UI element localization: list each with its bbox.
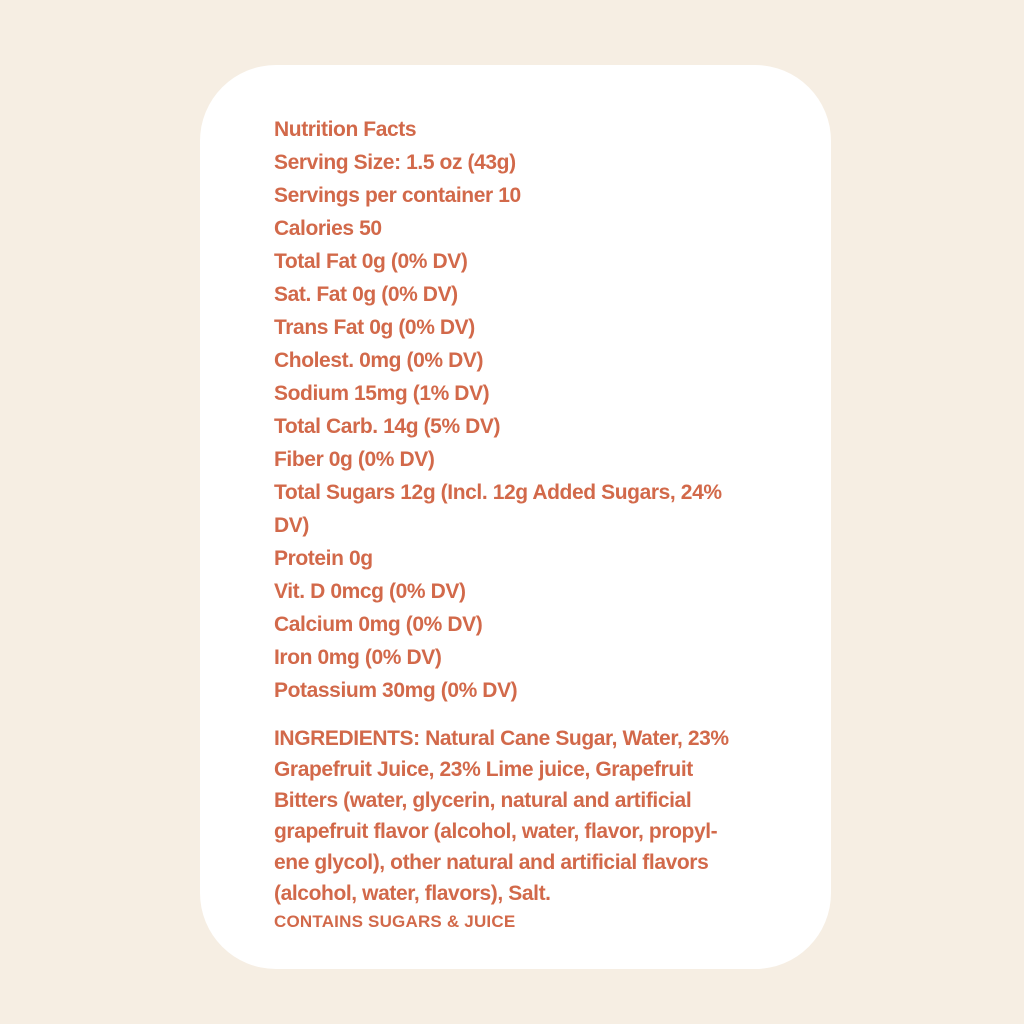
ingredients-line: INGREDIENTS: Natural Cane Sugar, Water, 23% bbox=[274, 727, 729, 750]
fiber: Fiber 0g (0% DV) bbox=[274, 448, 435, 471]
vitamin-d: Vit. D 0mcg (0% DV) bbox=[274, 580, 466, 603]
servings-per-container: Servings per container 10 bbox=[274, 184, 521, 207]
total-sugars-line-2: DV) bbox=[274, 514, 309, 537]
potassium: Potassium 30mg (0% DV) bbox=[274, 679, 518, 702]
sodium: Sodium 15mg (1% DV) bbox=[274, 382, 490, 405]
ingredients-block bbox=[274, 723, 774, 935]
ingredients-line: (alcohol, water, flavors), Salt. bbox=[274, 882, 551, 905]
nutrition-card bbox=[200, 65, 831, 969]
sat-fat: Sat. Fat 0g (0% DV) bbox=[274, 283, 458, 306]
total-fat: Total Fat 0g (0% DV) bbox=[274, 250, 468, 273]
total-carb: Total Carb. 14g (5% DV) bbox=[274, 415, 501, 438]
calories: Calories 50 bbox=[274, 217, 382, 240]
nutrition-content bbox=[274, 113, 774, 935]
iron: Iron 0mg (0% DV) bbox=[274, 646, 442, 669]
ingredients-line: Bitters (water, glycerin, natural and artificial bbox=[274, 789, 692, 812]
ingredients-line: grapefruit flavor (alcohol, water, flavor, propyl- bbox=[274, 820, 718, 843]
calcium: Calcium 0mg (0% DV) bbox=[274, 613, 483, 636]
ingredients-line: Grapefruit Juice, 23% Lime juice, Grapefruit bbox=[274, 758, 693, 781]
total-sugars-line-1: Total Sugars 12g (Incl. 12g Added Sugars, 24% bbox=[274, 481, 722, 504]
serving-size: Serving Size: 1.5 oz (43g) bbox=[274, 151, 516, 174]
ingredients-line: ene glycol), other natural and artificial flavors bbox=[274, 851, 709, 874]
trans-fat: Trans Fat 0g (0% DV) bbox=[274, 316, 475, 339]
nutrition-title: Nutrition Facts bbox=[274, 118, 417, 141]
contains-statement: CONTAINS SUGARS & JUICE bbox=[274, 912, 516, 931]
protein: Protein 0g bbox=[274, 547, 373, 570]
cholesterol: Cholest. 0mg (0% DV) bbox=[274, 349, 484, 372]
